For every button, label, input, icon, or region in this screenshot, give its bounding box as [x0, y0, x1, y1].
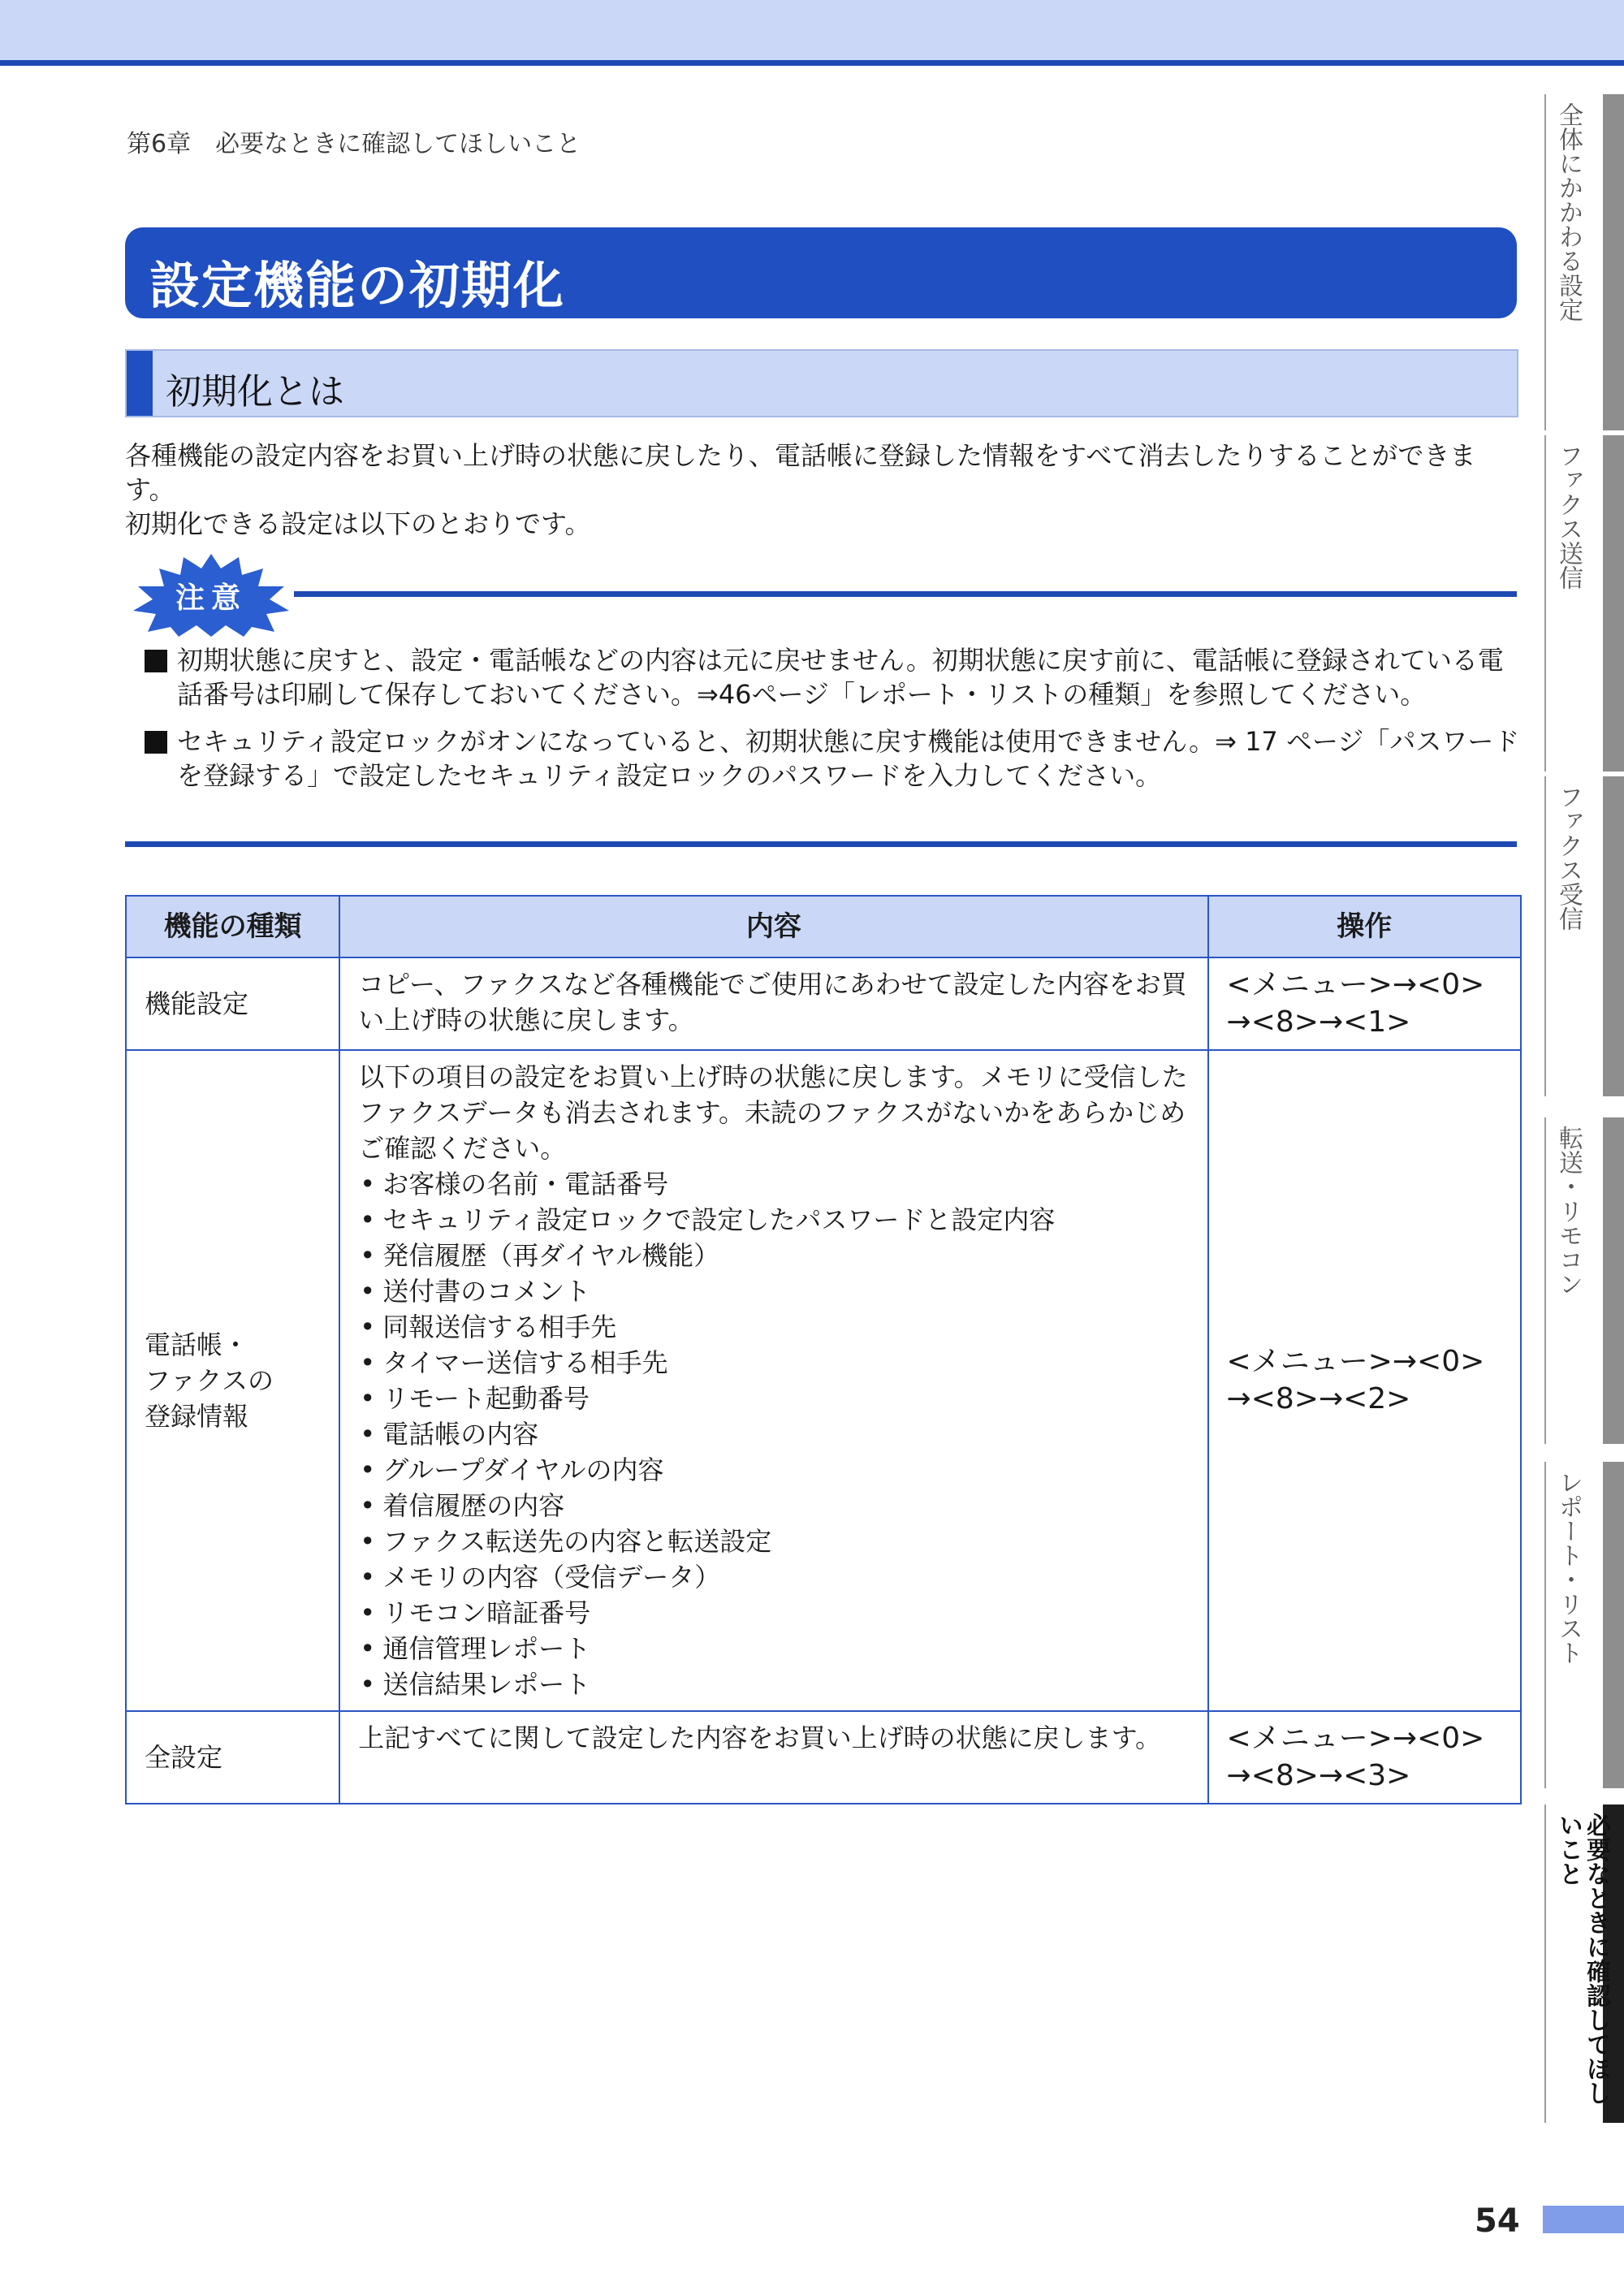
- operation-line: →<8>→<1>: [1226, 1005, 1411, 1039]
- caution-badge-label: 注意: [175, 581, 248, 615]
- list-item: • リモート起動番号: [358, 1381, 1189, 1416]
- side-tab-label: ファクス送信: [1554, 443, 1583, 590]
- side-tab-fax-receive[interactable]: [1544, 776, 1618, 1096]
- reset-function-table: [125, 895, 1522, 1804]
- list-item: • グループダイヤルの内容: [358, 1452, 1189, 1488]
- content-text: 以下の項目の設定をお買い上げ時の状態に戻します。メモリに受信したファクスデータも消去されます。未読のファクスがないかをあらかじめご確認ください。: [358, 1061, 1188, 1164]
- tab-strip: [1603, 776, 1624, 1096]
- list-item: • 発信履歴（再ダイヤル機能）: [358, 1238, 1189, 1273]
- section-accent: [127, 351, 153, 416]
- table-row: [126, 1711, 1521, 1804]
- function-type-cell: 機能設定: [126, 957, 339, 1050]
- side-tab-label: 転送・リモコン: [1554, 1126, 1583, 1296]
- operation-cell: [1208, 1050, 1521, 1711]
- top-band: [0, 0, 1624, 60]
- top-rule: [0, 60, 1624, 66]
- side-tab-label: ファクス受信: [1554, 784, 1583, 931]
- intro-text: [125, 439, 1522, 541]
- content-cell: コピー、ファクスなど各種機能でご使用にあわせて設定した内容をお買い上げ時の状態に戻します。: [339, 957, 1207, 1050]
- section-heading: 初期化とは: [166, 371, 344, 413]
- square-bullet-icon: [145, 650, 167, 672]
- tab-strip: [1603, 94, 1624, 430]
- page-title: 設定機能の初期化: [149, 256, 566, 315]
- function-type-line: 電話帳・: [145, 1329, 249, 1360]
- tab-strip: [1603, 435, 1624, 771]
- column-header: 操作: [1208, 896, 1521, 957]
- side-tab-report-list[interactable]: [1544, 1462, 1618, 1788]
- list-item: • リモコン暗証番号: [358, 1595, 1189, 1631]
- content-cell: [339, 1050, 1207, 1711]
- intro-paragraph: 初期化できる設定は以下のとおりです。: [125, 508, 591, 539]
- intro-paragraph: 各種機能の設定内容をお買い上げ時の状態に戻したり、電話帳に登録した情報をすべて消去したりすることができます。: [125, 440, 1476, 505]
- table-header-row: [126, 896, 1521, 957]
- operation-line: →<8>→<3>: [1226, 1759, 1411, 1792]
- side-tab-label: レポート・リスト: [1554, 1470, 1583, 1665]
- operation-line: <メニュー>→<0>: [1226, 1345, 1485, 1378]
- column-header: 機能の種類: [126, 896, 339, 957]
- side-tab-forward-remote[interactable]: [1544, 1117, 1618, 1444]
- chapter-heading: 第6章 必要なときに確認してほしいこと: [127, 130, 581, 158]
- function-type-cell: [126, 1050, 339, 1711]
- caution-badge-icon: [130, 552, 292, 638]
- list-item: • 同報送信する相手先: [358, 1309, 1189, 1345]
- function-type-line: ファクスの: [145, 1365, 274, 1396]
- tab-strip: [1603, 1117, 1624, 1444]
- operation-line: →<8>→<2>: [1226, 1382, 1411, 1415]
- list-item: • タイマー送信する相手先: [358, 1345, 1189, 1381]
- function-type-cell: 全設定: [126, 1711, 339, 1804]
- list-item: • メモリの内容（受信データ）: [358, 1559, 1189, 1595]
- caution-end-rule: [125, 841, 1517, 847]
- side-tab-label: 全体にかかわる設定: [1554, 102, 1583, 322]
- operation-cell: [1208, 1711, 1521, 1804]
- list-item: • セキュリティ設定ロックで設定したパスワードと設定内容: [358, 1202, 1189, 1238]
- section-heading-bar: [125, 349, 1518, 417]
- page-title-bar: [125, 227, 1517, 318]
- list-item: • 通信管理レポート: [358, 1631, 1189, 1666]
- caution-rule: [294, 591, 1517, 597]
- square-bullet-icon: [145, 731, 167, 754]
- caution-item: [141, 643, 1522, 711]
- caution-text: セキュリティ設定ロックがオンになっていると、初期状態に戻す機能は使用できません。⇒ 17 ページ「パスワードを登録する」で設定したセキュリティ設定ロックのパスワードを入力してください。: [177, 726, 1520, 791]
- operation-line: <メニュー>→<0>: [1226, 1722, 1485, 1755]
- side-tab-troubleshooting[interactable]: [1544, 1804, 1618, 2123]
- list-item: • 着信履歴の内容: [358, 1488, 1189, 1524]
- caution-item: [141, 724, 1522, 793]
- table-row: [126, 957, 1521, 1050]
- list-item: • ファクス転送先の内容と転送設定: [358, 1524, 1189, 1559]
- table-row: [126, 1050, 1521, 1711]
- side-tab-label: 必要なときに確認してほしいこと: [1554, 1813, 1610, 2105]
- caution-list: [141, 643, 1522, 806]
- function-type-line: 登録情報: [145, 1401, 249, 1432]
- content-cell: 上記すべてに関して設定した内容をお買い上げ時の状態に戻します。: [339, 1711, 1207, 1804]
- caution-text: 初期状態に戻すと、設定・電話帳などの内容は元に戻せません。初期状態に戻す前に、電話帳に登録されている電話番号は印刷して保存しておいてください。⇒46ページ「レポート・リストの種類」を参照してください。: [177, 645, 1504, 710]
- column-header: 内容: [339, 896, 1207, 957]
- page-number: 54: [1475, 2202, 1520, 2240]
- tab-strip: [1603, 1462, 1624, 1788]
- reset-item-list: [358, 1166, 1189, 1702]
- list-item: • 送付書のコメント: [358, 1273, 1189, 1309]
- list-item: • お客様の名前・電話番号: [358, 1166, 1189, 1202]
- operation-line: <メニュー>→<0>: [1226, 968, 1485, 1001]
- page-number-bar: [1543, 2206, 1624, 2233]
- list-item: • 送信結果レポート: [358, 1666, 1189, 1702]
- side-tab-fax-send[interactable]: [1544, 435, 1618, 771]
- list-item: • 電話帳の内容: [358, 1416, 1189, 1452]
- operation-cell: [1208, 957, 1521, 1050]
- side-tab-general-settings[interactable]: [1544, 94, 1618, 430]
